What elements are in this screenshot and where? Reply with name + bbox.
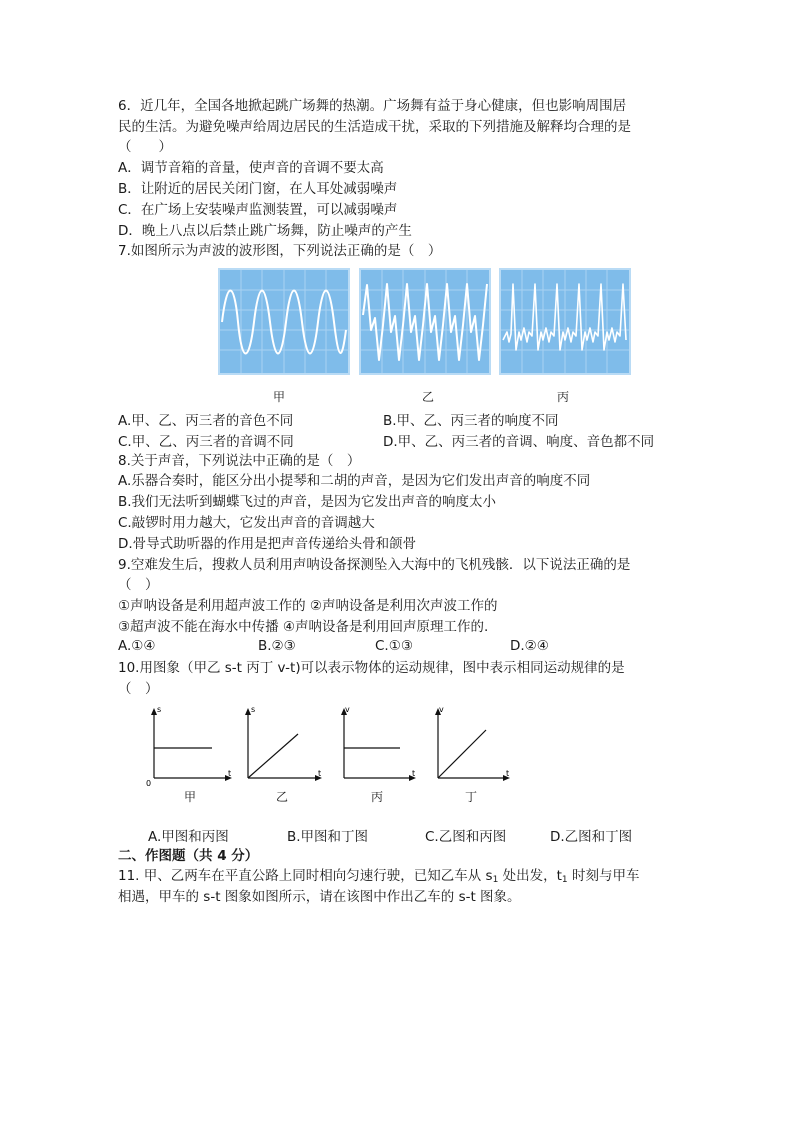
q7-option-b: B.甲、乙、丙三者的响度不同: [383, 413, 559, 429]
q6-stem-line2: 民的生活。为避免噪声给周边居民的生活造成干扰，采取的下列措施及解释均合理的是: [118, 119, 631, 135]
q9-option-d: D.②④: [510, 638, 549, 654]
q9-blank: （ ）: [118, 577, 159, 593]
graph-bing-t: t: [412, 769, 416, 778]
graph-jia-origin: 0: [146, 779, 152, 788]
graph-label-ding: 丁: [465, 790, 478, 804]
q11-text-c: 时刻与甲车: [567, 868, 640, 884]
q9-statements-line2: ③超声波不能在海水中传播 ④声呐设备是利用回声原理工作的.: [118, 619, 489, 635]
graph-label-jia: 甲: [184, 790, 197, 804]
q11-line2: 相遇，甲车的 s-t 图象如图所示，请在该图中作出乙车的 s-t 图象。: [118, 889, 521, 905]
q11-sub-t1: 1: [561, 875, 568, 885]
q6-option-d: D．晚上八点以后禁止跳广场舞，防止噪声的产生: [118, 223, 412, 239]
graph-label-bing: 丙: [371, 790, 384, 804]
section-heading: 二、作图题（共 4 分）: [118, 848, 259, 864]
wave-label-jia: 甲: [273, 390, 286, 404]
q6-option-b: B．让附近的居民关闭门窗，在人耳处减弱噪声: [118, 181, 398, 197]
wave-label-bing: 丙: [557, 390, 570, 404]
q10-stem: 10.用图象（甲乙 s-t 丙丁 v-t)可以表示物体的运动规律，图中表示相同运动规律的是: [118, 660, 625, 676]
q9-option-c: C.①③: [375, 638, 413, 654]
q7-option-a: A.甲、乙、丙三者的音色不同: [118, 413, 294, 429]
q6-option-c: C．在广场上安装噪声监测装置，可以减弱噪声: [118, 202, 398, 218]
q7-option-d: D.甲、乙、丙三者的音调、响度、音色都不同: [383, 434, 655, 450]
q8-stem: 8.关于声音，下列说法中正确的是（ ）: [118, 453, 361, 469]
graph-label-yi: 乙: [276, 790, 289, 804]
graph-yi-t: t: [318, 769, 322, 778]
waveform-bing: [499, 268, 631, 375]
graph-jia-axis: s: [157, 705, 162, 714]
q10-option-b: B.甲图和丁图: [287, 829, 369, 845]
q6-option-a: A．调节音箱的音量，使声音的音调不要太高: [118, 160, 384, 176]
q11-text-b: 处出发，t: [498, 868, 562, 884]
q9-option-b: B.②③: [258, 638, 296, 654]
wave-label-yi: 乙: [422, 390, 435, 404]
graph-yi-axis: s: [251, 705, 256, 714]
graph-bing-axis: v: [345, 705, 350, 714]
q8-option-d: D.骨导式助听器的作用是把声音传递给头骨和颌骨: [118, 536, 417, 552]
graph-ding-t: t: [506, 769, 510, 778]
graph-ding-axis: v: [439, 705, 444, 714]
graph-jia-t: t: [228, 769, 232, 778]
q10-blank: （ ）: [118, 681, 159, 697]
q8-option-a: A.乐器合奏时，能区分出小提琴和二胡的声音，是因为它们发出声音的响度不同: [118, 473, 591, 489]
q9-statements-line1: ①声呐设备是利用超声波工作的 ②声呐设备是利用次声波工作的: [118, 598, 498, 614]
q6-stem-line1: 6．近几年，全国各地掀起跳广场舞的热潮。广场舞有益于身心健康，但也影响周围居: [118, 98, 627, 114]
q10-option-a: A.甲图和丙图: [148, 829, 229, 845]
q7-stem: 7.如图所示为声波的波形图，下列说法正确的是（ ）: [118, 243, 442, 259]
q8-option-b: B.我们无法听到蝴蝶飞过的声音，是因为它发出声音的响度太小: [118, 494, 497, 510]
waveform-yi: [359, 268, 491, 375]
q11-text-a: 11. 甲、乙两车在平直公路上同时相向匀速行驶，已知乙车从 s: [118, 868, 493, 884]
q8-option-c: C.敲锣时用力越大，它发出声音的音调越大: [118, 515, 375, 531]
q11-sub-s1: 1: [492, 875, 499, 885]
q9-stem: 9.空难发生后，搜救人员利用声呐设备探测坠入大海中的飞机残骸．以下说法正确的是: [118, 557, 631, 573]
q10-option-c: C.乙图和丙图: [425, 829, 507, 845]
waveform-jia: [218, 268, 350, 375]
q6-blank: （ ）: [118, 139, 172, 155]
q9-option-a: A.①④: [118, 638, 156, 654]
q7-option-c: C.甲、乙、丙三者的音调不同: [118, 434, 294, 450]
q10-option-d: D.乙图和丁图: [550, 829, 633, 845]
